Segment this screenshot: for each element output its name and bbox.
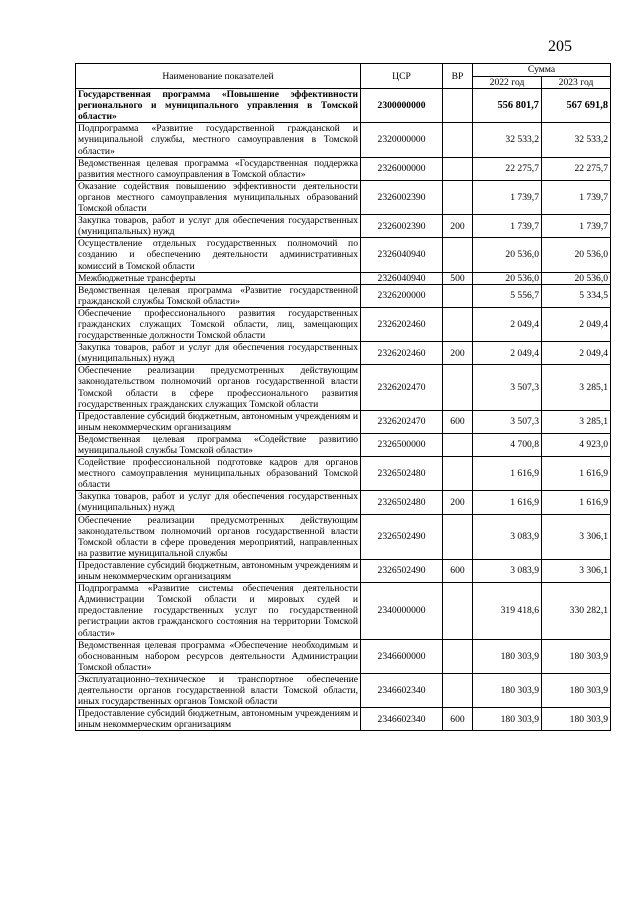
header-year-2022: 2022 год — [473, 77, 542, 89]
row-sum-2023-cell: 3 285,1 — [542, 365, 611, 410]
row-name-cell: Предоставление субсидий бюджетным, автономным учреждениям и иным некоммерческим организациям — [76, 559, 361, 582]
row-sum-2022-cell: 180 303,9 — [473, 639, 542, 673]
table-row — [76, 433, 611, 456]
row-vr-cell — [443, 514, 473, 559]
row-sum-2022-cell: 22 275,7 — [473, 157, 542, 180]
row-sum-2022-cell: 180 303,9 — [473, 708, 542, 731]
row-sum-2022-cell: 1 616,9 — [473, 491, 542, 514]
row-csr-cell: 2326040940 — [361, 272, 443, 284]
row-sum-2022-cell: 20 536,0 — [473, 272, 542, 284]
row-name-cell: Ведомственная целевая программа «Содействие развитию муниципальной службы Томской области» — [76, 433, 361, 456]
row-csr-cell: 2326502490 — [361, 559, 443, 582]
row-sum-2023-cell: 2 049,4 — [542, 342, 611, 365]
row-csr-cell: 2326502480 — [361, 457, 443, 491]
row-vr-cell — [443, 123, 473, 157]
row-sum-2022-cell: 5 556,7 — [473, 284, 542, 307]
row-csr-cell: 2326202470 — [361, 365, 443, 410]
page-number: 205 — [548, 38, 572, 55]
row-name-cell: Ведомственная целевая программа «Развитие государственной гражданской службы Томской области» — [76, 284, 361, 307]
table-row — [76, 284, 611, 307]
row-sum-2022-cell: 180 303,9 — [473, 673, 542, 707]
row-csr-cell: 2346600000 — [361, 639, 443, 673]
header-csr: ЦСР — [361, 64, 443, 89]
row-name-cell: Ведомственная целевая программа «Обеспечение необходимым и обоснованным набором ресурсов деятельности Администрации Томской области» — [76, 639, 361, 673]
table-row — [76, 307, 611, 341]
row-csr-cell: 2300000000 — [361, 89, 443, 123]
row-sum-2023-cell: 180 303,9 — [542, 708, 611, 731]
table-row — [76, 123, 611, 157]
row-sum-2023-cell: 180 303,9 — [542, 639, 611, 673]
row-name-cell: Эксплуатационно–техническое и транспортное обеспечение деятельности органов государственной власти Томской области, иных государственных органов Томской области — [76, 673, 361, 707]
row-sum-2022-cell: 32 533,2 — [473, 123, 542, 157]
row-name-cell: Обеспечение реализации предусмотренных действующим законодательством полномочий органов государственной власти Томской области в сфере проведения мероприятий, направленных на развитие муниципальной службы — [76, 514, 361, 559]
table-row — [76, 514, 611, 559]
row-sum-2023-cell: 180 303,9 — [542, 673, 611, 707]
row-name-cell: Межбюджетные трансферты — [76, 272, 361, 284]
header-sum: Сумма — [473, 64, 611, 77]
row-sum-2022-cell: 4 700,8 — [473, 433, 542, 456]
row-name-cell: Государственная программа «Повышение эффективности регионального и муниципального управления в Томской области» — [76, 89, 361, 123]
row-csr-cell: 2320000000 — [361, 123, 443, 157]
row-sum-2022-cell: 556 801,7 — [473, 89, 542, 123]
row-sum-2023-cell: 3 306,1 — [542, 514, 611, 559]
table-row — [76, 238, 611, 272]
row-vr-cell: 600 — [443, 410, 473, 433]
row-csr-cell: 2326502490 — [361, 514, 443, 559]
row-csr-cell: 2326000000 — [361, 157, 443, 180]
row-vr-cell: 600 — [443, 708, 473, 731]
row-sum-2022-cell: 2 049,4 — [473, 307, 542, 341]
row-sum-2023-cell: 1 739,7 — [542, 180, 611, 214]
row-csr-cell: 2326002390 — [361, 180, 443, 214]
row-name-cell: Обеспечение профессионального развития государственных гражданских служащих Томской области, лиц, замещающих государственные должности Томской области — [76, 307, 361, 341]
row-csr-cell: 2326202460 — [361, 307, 443, 341]
row-vr-cell: 200 — [443, 491, 473, 514]
row-vr-cell: 500 — [443, 272, 473, 284]
row-sum-2023-cell: 5 334,5 — [542, 284, 611, 307]
row-csr-cell: 2326002390 — [361, 215, 443, 238]
row-name-cell: Подпрограмма «Развитие системы обеспечения деятельности Администрации Томской области и мировых судей и предоставление государственных услуг по государственной регистрации актов гражданского состояния на территории Томской области» — [76, 583, 361, 639]
row-sum-2022-cell: 319 418,6 — [473, 583, 542, 639]
row-vr-cell: 200 — [443, 215, 473, 238]
row-csr-cell: 2326200000 — [361, 284, 443, 307]
header-name: Наименование показателей — [76, 64, 361, 89]
row-name-cell: Предоставление субсидий бюджетным, автономным учреждениям и иным некоммерческим организациям — [76, 708, 361, 731]
row-sum-2022-cell: 20 536,0 — [473, 238, 542, 272]
row-csr-cell: 2326040940 — [361, 238, 443, 272]
table-body — [76, 89, 611, 731]
row-sum-2023-cell: 2 049,4 — [542, 307, 611, 341]
table-header — [76, 64, 611, 89]
row-sum-2022-cell: 2 049,4 — [473, 342, 542, 365]
budget-table — [75, 63, 611, 731]
row-vr-cell — [443, 639, 473, 673]
table-row — [76, 410, 611, 433]
table-row — [76, 559, 611, 582]
row-name-cell: Закупка товаров, работ и услуг для обеспечения государственных (муниципальных) нужд — [76, 342, 361, 365]
row-sum-2023-cell: 567 691,8 — [542, 89, 611, 123]
row-sum-2023-cell: 330 282,1 — [542, 583, 611, 639]
table-row — [76, 491, 611, 514]
table-row — [76, 639, 611, 673]
table-row — [76, 708, 611, 731]
row-vr-cell: 600 — [443, 559, 473, 582]
row-sum-2023-cell: 20 536,0 — [542, 238, 611, 272]
row-sum-2023-cell: 3 306,1 — [542, 559, 611, 582]
table-row — [76, 157, 611, 180]
table-row — [76, 215, 611, 238]
table-row — [76, 342, 611, 365]
row-vr-cell — [443, 89, 473, 123]
row-csr-cell: 2326202460 — [361, 342, 443, 365]
table-row — [76, 89, 611, 123]
row-name-cell: Ведомственная целевая программа «Государственная поддержка развития местного самоуправления в Томской области» — [76, 157, 361, 180]
row-sum-2022-cell: 3 507,3 — [473, 410, 542, 433]
row-vr-cell — [443, 180, 473, 214]
row-vr-cell — [443, 238, 473, 272]
table-row — [76, 272, 611, 284]
row-vr-cell — [443, 157, 473, 180]
row-csr-cell: 2340000000 — [361, 583, 443, 639]
row-vr-cell — [443, 673, 473, 707]
row-sum-2022-cell: 3 083,9 — [473, 559, 542, 582]
row-csr-cell: 2326502480 — [361, 491, 443, 514]
table-row — [76, 583, 611, 639]
row-sum-2023-cell: 3 285,1 — [542, 410, 611, 433]
row-name-cell: Закупка товаров, работ и услуг для обеспечения государственных (муниципальных) нужд — [76, 491, 361, 514]
table-row — [76, 365, 611, 410]
row-sum-2022-cell: 3 507,3 — [473, 365, 542, 410]
row-sum-2023-cell: 20 536,0 — [542, 272, 611, 284]
row-sum-2023-cell: 1 616,9 — [542, 491, 611, 514]
row-vr-cell — [443, 433, 473, 456]
row-csr-cell: 2346602340 — [361, 673, 443, 707]
row-sum-2022-cell: 1 616,9 — [473, 457, 542, 491]
row-sum-2022-cell: 3 083,9 — [473, 514, 542, 559]
row-sum-2023-cell: 4 923,0 — [542, 433, 611, 456]
row-vr-cell — [443, 583, 473, 639]
row-name-cell: Оказание содействия повышению эффективности деятельности органов местного самоуправления муниципальных образований Томской области — [76, 180, 361, 214]
row-vr-cell — [443, 365, 473, 410]
row-sum-2023-cell: 1 616,9 — [542, 457, 611, 491]
row-csr-cell: 2346602340 — [361, 708, 443, 731]
row-vr-cell — [443, 284, 473, 307]
row-csr-cell: 2326500000 — [361, 433, 443, 456]
row-vr-cell: 200 — [443, 342, 473, 365]
row-sum-2023-cell: 22 275,7 — [542, 157, 611, 180]
header-year-2023: 2023 год — [542, 77, 611, 89]
header-vr: ВР — [443, 64, 473, 89]
row-vr-cell — [443, 457, 473, 491]
row-vr-cell — [443, 307, 473, 341]
table-row — [76, 180, 611, 214]
row-name-cell: Осуществление отдельных государственных полномочий по созданию и обеспечению деятельности административных комиссий в Томской области — [76, 238, 361, 272]
row-name-cell: Закупка товаров, работ и услуг для обеспечения государственных (муниципальных) нужд — [76, 215, 361, 238]
table-row — [76, 457, 611, 491]
row-name-cell: Предоставление субсидий бюджетным, автономным учреждениям и иным некоммерческим организациям — [76, 410, 361, 433]
row-name-cell: Содействие профессиональной подготовке кадров для органов местного самоуправления муниципальных образований Томской области — [76, 457, 361, 491]
row-name-cell: Подпрограмма «Развитие государственной гражданской и муниципальной службы, местного самоуправления в Томской области» — [76, 123, 361, 157]
table-row — [76, 673, 611, 707]
row-sum-2022-cell: 1 739,7 — [473, 180, 542, 214]
row-name-cell: Обеспечение реализации предусмотренных действующим законодательством полномочий органов государственной власти Томской области в сфере профессионального развития государственных гражданских служащих Томской области — [76, 365, 361, 410]
row-sum-2023-cell: 32 533,2 — [542, 123, 611, 157]
row-csr-cell: 2326202470 — [361, 410, 443, 433]
row-sum-2022-cell: 1 739,7 — [473, 215, 542, 238]
row-sum-2023-cell: 1 739,7 — [542, 215, 611, 238]
